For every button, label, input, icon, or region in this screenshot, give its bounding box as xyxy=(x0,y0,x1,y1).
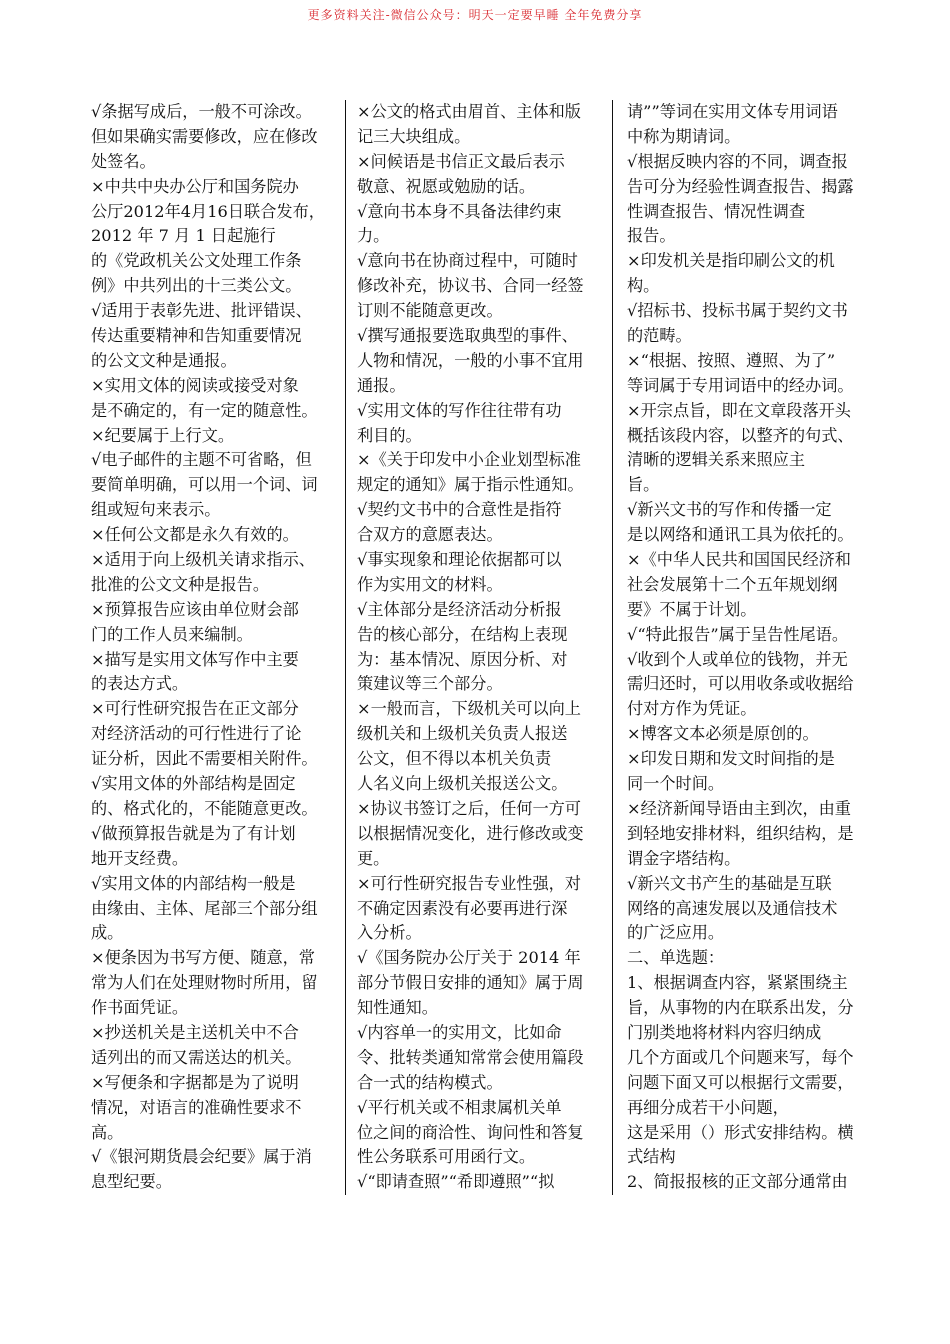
text-line: 令、批转类通知常常会使用篇段 xyxy=(357,1047,584,1067)
text-line: 高。 xyxy=(91,1122,124,1142)
text-line: 对经济活动的可行性进行了论 xyxy=(91,724,302,744)
text-line: 通报。 xyxy=(357,375,406,395)
text-line: √“即请查照”“希即遵照”“拟 xyxy=(357,1172,555,1192)
text-line: 性调查报告、情况性调查 xyxy=(627,201,806,221)
text-line: 入分析。 xyxy=(357,923,422,943)
text-line: ×开宗点旨，即在文章段落开头 xyxy=(627,400,851,420)
text-line: 更。 xyxy=(357,848,390,868)
text-line: ×公文的格式由眉首、主体和版 xyxy=(357,102,581,121)
text-line: 请””等词在实用文体专用词语 xyxy=(627,102,838,121)
text-line: 位之间的商洽性、询问性和答复 xyxy=(357,1122,584,1142)
text-line: 同一个时间。 xyxy=(627,774,725,794)
text-line: 不确定因素没有必要再进行深 xyxy=(357,898,568,918)
text-line: 人名义向上级机关报送公文。 xyxy=(357,774,568,794)
text-line: 的广泛应用。 xyxy=(627,923,725,943)
text-line: 处签名。 xyxy=(91,151,156,171)
text-line: ×一般而言，下级机关可以向上 xyxy=(357,699,581,719)
text-line: 2、简报报核的正文部分通常由 xyxy=(627,1172,848,1192)
text-line: 再细分成若干小问题， xyxy=(627,1097,789,1117)
text-line: 性公务联系可用函行文。 xyxy=(357,1147,536,1167)
text-line: ×可行性研究报告专业性强，对 xyxy=(357,873,581,893)
text-line: 策建议等三个部分。 xyxy=(357,674,503,694)
text-line: √新兴文书产生的基础是互联 xyxy=(627,873,832,893)
text-line: 2012 年 7 月 1 日起施行 xyxy=(91,226,276,246)
text-line: ×协议书签订之后，任何一方可 xyxy=(357,798,581,818)
column-divider-2 xyxy=(612,100,613,1195)
text-line: 成。 xyxy=(91,923,124,943)
text-line: 付对方作为凭证。 xyxy=(627,699,757,719)
text-line: 证分析，因此不需要相关附件。 xyxy=(91,749,318,769)
text-line: ×实用文体的阅读或接受对象 xyxy=(91,375,299,395)
text-line: 网络的高速发展以及通信技术 xyxy=(627,898,838,918)
text-line: 告的核心部分，在结构上表现 xyxy=(357,624,568,644)
text-line: √实用文体的外部结构是固定 xyxy=(91,774,296,794)
text-line: √意向书在协商过程中，可随时 xyxy=(357,251,578,271)
text-line: √《国务院办公厅关于 2014 年 xyxy=(357,948,581,968)
text-line: ×抄送机关是主送机关中不合 xyxy=(91,1022,299,1042)
text-line: 但如果确实需要修改，应在修改 xyxy=(91,126,318,146)
text-line: √实用文体的写作往往带有功 xyxy=(357,400,562,420)
promo-header: 更多资料关注-微信公众号：明天一定要早睡 全年免费分享 xyxy=(307,8,643,22)
text-line: ×纪要属于上行文。 xyxy=(91,425,235,445)
text-line: 要简单明确，可以用一个词、词 xyxy=(91,475,318,495)
text-line: ×可行性研究报告在正文部分 xyxy=(91,699,299,719)
text-line: ×任何公文都是永久有效的。 xyxy=(91,525,299,545)
text-line: 式结构 xyxy=(627,1147,676,1167)
text-line: 是以网络和通讯工具为依托的。 xyxy=(627,525,854,545)
text-line: 公厅2012年4月16日联合发布， xyxy=(91,201,325,221)
text-column-3 xyxy=(627,100,873,1195)
text-line: √根据反映内容的不同，调查报 xyxy=(627,151,848,171)
text-line: 旨。 xyxy=(627,475,660,495)
text-line: 旨，从事物的内在联系出发，分 xyxy=(627,998,854,1018)
text-line: ×《中华人民共和国国民经济和 xyxy=(627,550,851,570)
text-line: √实用文体的内部结构一般是 xyxy=(91,873,296,893)
text-line: 修改补充，协议书、合同一经签 xyxy=(357,276,584,296)
text-line: √“特此报告”属于呈告性尾语。 xyxy=(627,624,849,644)
text-line: 清晰的逻辑关系来照应主 xyxy=(627,450,806,470)
text-line: 部分节假日安排的通知》属于周 xyxy=(357,973,584,993)
text-line: 组或短句来表示。 xyxy=(91,500,221,520)
text-line: ×预算报告应该由单位财会部 xyxy=(91,599,299,619)
text-line: 是不确定的，有一定的随意性。 xyxy=(91,400,318,420)
text-line: 报告。 xyxy=(627,226,676,246)
text-line: 合双方的意愿表达。 xyxy=(357,525,503,545)
text-line: 的范畴。 xyxy=(627,326,692,346)
text-line: 人物和情况，一般的小事不宜用 xyxy=(357,350,584,370)
text-line: 概括该段内容，以整齐的句式、 xyxy=(627,425,854,445)
text-line: 中称为期请词。 xyxy=(627,126,741,146)
text-line: 常为人们在处理财物时所用，留 xyxy=(91,973,318,993)
text-line: 需归还时，可以用收条或收据给 xyxy=(627,674,854,694)
text-line: √条据写成后，一般不可涂改。 xyxy=(91,102,312,121)
text-line: 公文，但不得以本机关负责 xyxy=(357,749,552,769)
text-line: ×描写是实用文体写作中主要 xyxy=(91,649,299,669)
text-line: 为：基本情况、原因分析、对 xyxy=(357,649,568,669)
text-line: 作为实用文的材料。 xyxy=(357,574,503,594)
text-column-2 xyxy=(357,100,603,1195)
text-line: 二、单选题： xyxy=(627,948,725,968)
text-line: 门的工作人员来编制。 xyxy=(91,624,253,644)
text-line: √意向书本身不具备法律约束 xyxy=(357,201,562,221)
text-line: 以根据情况变化，进行修改或变 xyxy=(357,823,584,843)
text-line: ×博客文本必须是原创的。 xyxy=(627,724,819,744)
text-line: 情况，对语言的准确性要求不 xyxy=(91,1097,302,1117)
text-line: 的表达方式。 xyxy=(91,674,189,694)
text-line: 适列出的而又需送达的机关。 xyxy=(91,1047,302,1067)
text-line: √招标书、投标书属于契约文书 xyxy=(627,301,848,321)
text-line: 构。 xyxy=(627,276,660,296)
text-line: √新兴文书的写作和传播一定 xyxy=(627,500,832,520)
text-line: 息型纪要。 xyxy=(91,1172,172,1192)
text-column-1 xyxy=(91,100,337,1195)
text-line: 几个方面或几个问题来写，每个 xyxy=(627,1047,854,1067)
text-line: 级机关和上级机关负责人报送 xyxy=(357,724,568,744)
text-line: 社会发展第十二个五年规划纲 xyxy=(627,574,838,594)
text-line: 的、格式化的，不能随意更改。 xyxy=(91,798,318,818)
text-line: 地开支经费。 xyxy=(91,848,189,868)
text-line: 规定的通知》属于指示性通知。 xyxy=(357,475,584,495)
text-line: ×经济新闻导语由主到次，由重 xyxy=(627,798,851,818)
text-line: 的《党政机关公文处理工作条 xyxy=(91,251,302,271)
text-line: 门别类地将材料内容归纳成 xyxy=(627,1022,822,1042)
text-line: √撰写通报要选取典型的事件、 xyxy=(357,326,578,346)
text-line: ×写便条和字据都是为了说明 xyxy=(91,1072,299,1092)
text-line: ×《关于印发中小企业划型标准 xyxy=(357,450,581,470)
text-line: 问题下面又可以根据行文需要， xyxy=(627,1072,854,1092)
text-line: √适用于表彰先进、批评错误、 xyxy=(91,301,312,321)
text-line: ×印发日期和发文时间指的是 xyxy=(627,749,835,769)
text-line: 由缘由、主体、尾部三个部分组 xyxy=(91,898,318,918)
text-line: 这是采用（）形式安排结构。横 xyxy=(627,1122,854,1142)
text-line: 要》不属于计划。 xyxy=(627,599,757,619)
text-line: 等词属于专用词语中的经办词。 xyxy=(627,375,854,395)
text-line: √主体部分是经济活动分析报 xyxy=(357,599,562,619)
text-line: √契约文书中的合意性是指符 xyxy=(357,500,562,520)
text-line: √电子邮件的主题不可省略，但 xyxy=(91,450,312,470)
text-line: √收到个人或单位的钱物，并无 xyxy=(627,649,848,669)
text-line: 合一式的结构模式。 xyxy=(357,1072,503,1092)
text-line: 传达重要精神和告知重要情况 xyxy=(91,326,302,346)
text-line: 的公文文种是通报。 xyxy=(91,350,237,370)
text-line: ×适用于向上级机关请求指示、 xyxy=(91,550,315,570)
text-line: ×中共中央办公厅和国务院办 xyxy=(91,176,299,196)
text-line: 例》中共列出的十三类公文。 xyxy=(91,276,302,296)
text-line: 作书面凭证。 xyxy=(91,998,189,1018)
text-line: 记三大块组成。 xyxy=(357,126,471,146)
column-divider-1 xyxy=(345,100,346,1195)
text-line: 订则不能随意更改。 xyxy=(357,301,503,321)
text-line: 批准的公文文种是报告。 xyxy=(91,574,270,594)
text-line: √《银河期货晨会纪要》属于消 xyxy=(91,1147,312,1167)
text-line: 到轻地安排材料，组织结构，是 xyxy=(627,823,854,843)
text-line: √事实现象和理论依据都可以 xyxy=(357,550,562,570)
text-line: 1、根据调查内容，紧紧围绕主 xyxy=(627,973,848,993)
text-line: ×便条因为书写方便、随意，常 xyxy=(91,948,315,968)
text-line: √内容单一的实用文，比如命 xyxy=(357,1022,562,1042)
text-line: 利目的。 xyxy=(357,425,422,445)
text-line: √做预算报告就是为了有计划 xyxy=(91,823,296,843)
text-line: 敬意、祝愿或勉励的话。 xyxy=(357,176,536,196)
text-line: 知性通知。 xyxy=(357,998,438,1018)
text-line: ×问候语是书信正文最后表示 xyxy=(357,151,565,171)
text-line: 告可分为经验性调查报告、揭露 xyxy=(627,176,854,196)
text-line: 谓金字塔结构。 xyxy=(627,848,741,868)
text-line: ×印发机关是指印刷公文的机 xyxy=(627,251,835,271)
text-line: 力。 xyxy=(357,226,390,246)
text-line: ×“根据、按照、遵照、为了” xyxy=(627,350,836,370)
text-line: √平行机关或不相隶属机关单 xyxy=(357,1097,562,1117)
